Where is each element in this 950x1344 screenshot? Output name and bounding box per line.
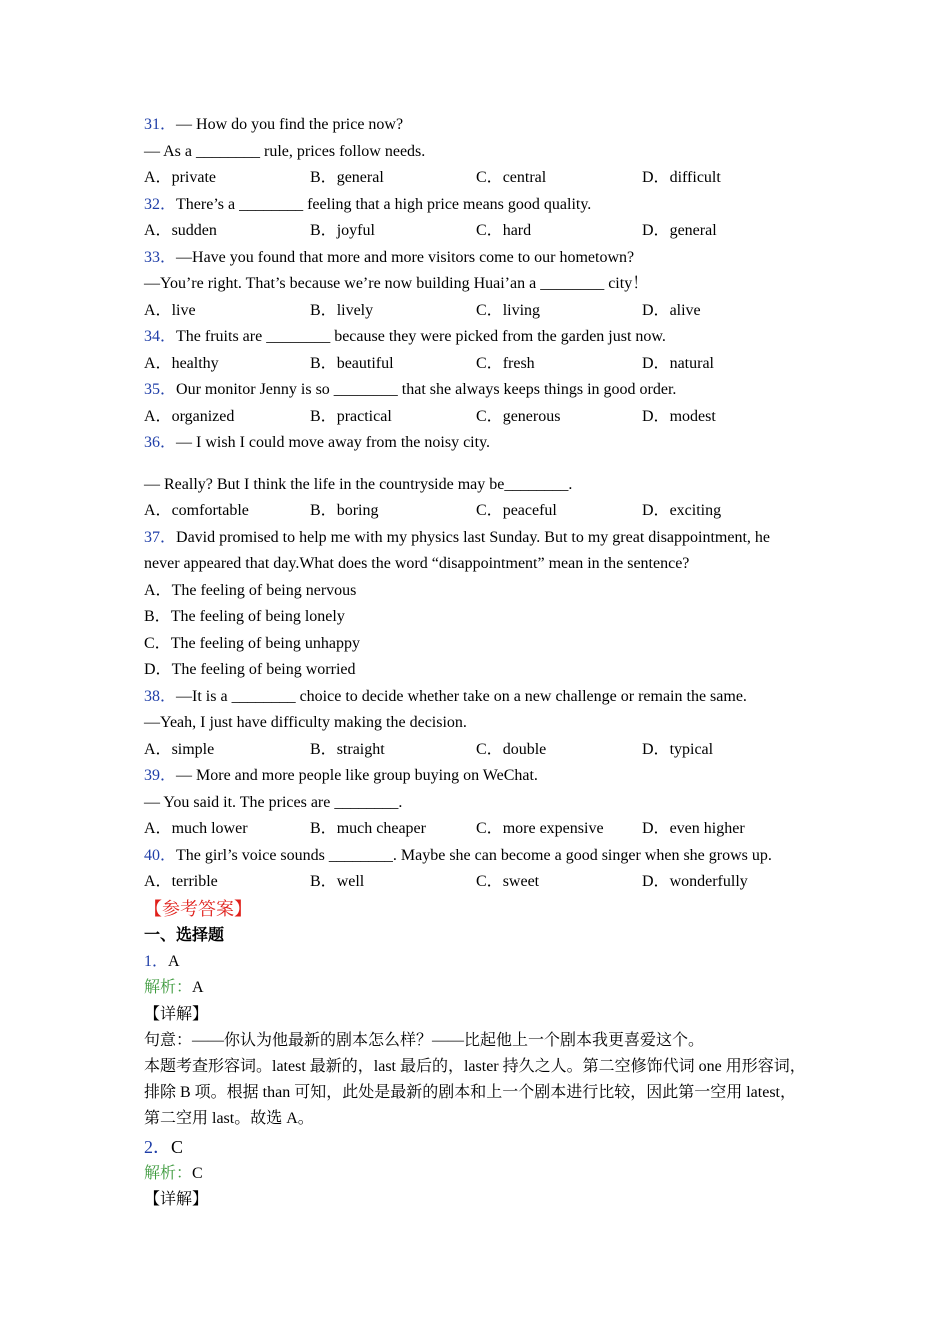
option-b[interactable]: B．well	[310, 873, 365, 890]
question-text: —Yeah, I just have difficulty making the decision.	[144, 714, 467, 731]
question-number: 33	[144, 248, 160, 266]
question-number: 38	[144, 687, 160, 705]
option-a[interactable]: A．simple	[144, 740, 215, 758]
option-a[interactable]: A．sudden	[144, 222, 217, 239]
option-c[interactable]: C．living	[476, 301, 541, 319]
option-b[interactable]: B．practical	[310, 407, 392, 425]
question-34: 34．The fruits are ________ because they were picked from the garden just now. A．healthy B．beautiful C．fresh D．natural	[144, 324, 806, 377]
option-c[interactable]: C．central	[476, 169, 547, 186]
options-row	[144, 737, 806, 764]
option-a[interactable]: A．organized	[144, 407, 235, 425]
option-b[interactable]: B．lively	[310, 301, 374, 319]
answer-section	[144, 896, 806, 1214]
question-text: never appeared that day.What does the word “disappointment” mean in the sentence?	[144, 555, 690, 572]
question-text: The fruits are ________ because they were picked from the garden just now.	[176, 328, 666, 345]
option-d[interactable]: D．The feeling of being worried	[144, 661, 356, 678]
option-c[interactable]: C．fresh	[476, 354, 535, 372]
option-d[interactable]: D．typical	[642, 740, 714, 758]
question-text: There’s a ________ feeling that a high price means good quality.	[176, 195, 592, 213]
question-number: 31	[144, 116, 160, 133]
question-number: 37	[144, 528, 160, 546]
question-text: The girl’s voice sounds ________. Maybe she can become a good singer when she grows up.	[176, 846, 772, 864]
option-d[interactable]: D．even higher	[642, 820, 745, 837]
question-text: — I wish I could move away from the noisy city.	[176, 434, 491, 451]
answer-title: 【参考答案】	[144, 898, 252, 919]
answer-number: 1．	[144, 952, 169, 970]
answer-value: A	[168, 952, 180, 970]
question-38: 38．—It is a ________ choice to decide whether take on a new challenge or remain the same. —Yeah, I just have difficulty making the decision. A．simple B．straight C．double D．typical	[144, 684, 806, 764]
question-36: 36．— I wish I could move away from the noisy city. — Really? But I think the life in the countryside may be________. A．comfortable B．boring C．peaceful D．exciting	[144, 430, 806, 525]
option-c[interactable]: C．double	[476, 740, 547, 758]
options-row	[144, 498, 806, 525]
jiexi-label: 解析：	[144, 979, 193, 996]
option-d[interactable]: D．difficult	[642, 169, 721, 186]
jiexi-label: 解析：	[144, 1164, 193, 1182]
question-39: 39．— More and more people like group buying on WeChat. — You said it. The prices are ________. A．much lower B．much cheaper C．more expensive D．even higher	[144, 763, 806, 843]
question-number: 32	[144, 195, 160, 213]
option-b[interactable]: B．joyful	[310, 222, 375, 239]
options-row	[144, 351, 806, 378]
option-d[interactable]: D．general	[642, 222, 717, 239]
question-text: —It is a ________ choice to decide whether take on a new challenge or remain the same.	[176, 687, 747, 705]
option-a[interactable]: A．The feeling of being nervous	[144, 581, 357, 599]
option-a[interactable]: A．terrible	[144, 873, 218, 890]
option-c[interactable]: C．peaceful	[476, 502, 557, 519]
question-text: Our monitor Jenny is so ________ that she always keeps things in good order.	[176, 381, 677, 398]
option-a[interactable]: A．live	[144, 301, 196, 319]
answer-item-1	[144, 949, 806, 1133]
option-c[interactable]: C．sweet	[476, 873, 540, 890]
jiexi-value: A	[192, 979, 204, 996]
question-text: —You’re right. That’s because we’re now building Huai’an a ________ city！	[144, 275, 649, 292]
option-b[interactable]: B．straight	[310, 740, 385, 758]
question-31: 31．— How do you find the price now? — As a ________ rule, prices follow needs. A．private B．general C．central D．difficult	[144, 112, 806, 192]
question-number: 39	[144, 767, 160, 784]
option-c[interactable]: C．more expensive	[476, 820, 604, 837]
answer-value: C	[171, 1137, 184, 1157]
options-row	[144, 404, 806, 431]
option-c[interactable]: C．hard	[476, 222, 532, 239]
option-c[interactable]: C．The feeling of being unhappy	[144, 634, 360, 652]
jiexi-value: C	[192, 1164, 203, 1182]
option-a[interactable]: A．comfortable	[144, 502, 249, 519]
question-text: — How do you find the price now?	[176, 116, 404, 133]
option-a[interactable]: A．healthy	[144, 354, 219, 372]
question-number: 36	[144, 434, 160, 451]
answer-number: 2．	[144, 1137, 171, 1157]
options-row	[144, 816, 806, 843]
question-40: 40．The girl’s voice sounds ________. Maybe she can become a good singer when she grows up. A．terrible B．well C．sweet D．wonderfully	[144, 843, 806, 896]
question-37: 37．David promised to help me with my physics last Sunday. But to my great disappointment, he never appeared that day.What does the word “disappointment” mean in the sentence? A．The feeling of being nervous B．The feeling of being lonely C．The feeling of being unhappy D．The feeling of being worried	[144, 525, 806, 684]
options-row	[144, 298, 806, 325]
option-b[interactable]: B．boring	[310, 502, 379, 519]
question-number: 34	[144, 328, 160, 345]
option-d[interactable]: D．alive	[642, 301, 701, 319]
question-32: 32．There’s a ________ feeling that a high price means good quality. A．sudden B．joyful C．hard D．general	[144, 192, 806, 245]
options-row	[144, 165, 806, 192]
explanation-paragraph: 本题考查形容词。latest 最新的，last 最后的，laster 持久之人。第二空修饰代词 one 用形容词，排除 B 项。根据 than 可知，此处是最新的剧本和上一个剧本进行比较，因此第一空用 latest，第二空用 last。故选 A。	[144, 1058, 806, 1127]
option-d[interactable]: D．exciting	[642, 502, 722, 519]
question-number: 40	[144, 846, 160, 864]
detail-label: 【详解】	[144, 1191, 209, 1208]
section-heading: 一、选择题	[144, 926, 225, 944]
option-a[interactable]: A．much lower	[144, 820, 248, 837]
option-b[interactable]: B．The feeling of being lonely	[144, 608, 345, 625]
question-33: 33．—Have you found that more and more visitors come to our hometown? —You’re right. That’s because we’re now building Huai’an a ________ city！ A．live B．lively C．living D．alive	[144, 245, 806, 325]
question-text: — Really? But I think the life in the countryside may be________.	[144, 475, 573, 493]
option-b[interactable]: B．general	[310, 169, 384, 186]
detail-label: 【详解】	[144, 1005, 209, 1023]
question-text: — More and more people like group buying on WeChat.	[176, 767, 538, 784]
document-page	[144, 112, 806, 1214]
question-text: — As a ________ rule, prices follow needs.	[144, 142, 426, 160]
option-b[interactable]: B．beautiful	[310, 354, 394, 372]
option-d[interactable]: D．modest	[642, 407, 716, 425]
answer-item-2	[144, 1134, 806, 1214]
option-a[interactable]: A．private	[144, 169, 216, 186]
question-35: 35．Our monitor Jenny is so ________ that she always keeps things in good order. A．organized B．practical C．generous D．modest	[144, 377, 806, 430]
question-text: — You said it. The prices are ________.	[144, 793, 403, 811]
options-row	[144, 869, 806, 896]
question-text: —Have you found that more and more visitors come to our hometown?	[176, 248, 635, 266]
options-row	[144, 218, 806, 245]
question-number: 35	[144, 381, 160, 398]
option-b[interactable]: B．much cheaper	[310, 820, 426, 837]
question-text: David promised to help me with my physics last Sunday. But to my great disappointment, he	[176, 528, 771, 546]
option-c[interactable]: C．generous	[476, 407, 561, 425]
option-d[interactable]: D．natural	[642, 354, 714, 372]
explanation-paragraph: 句意：——你认为他最新的剧本怎么样？——比起他上一个剧本我更喜爱这个。	[144, 1032, 705, 1049]
option-d[interactable]: D．wonderfully	[642, 873, 748, 890]
